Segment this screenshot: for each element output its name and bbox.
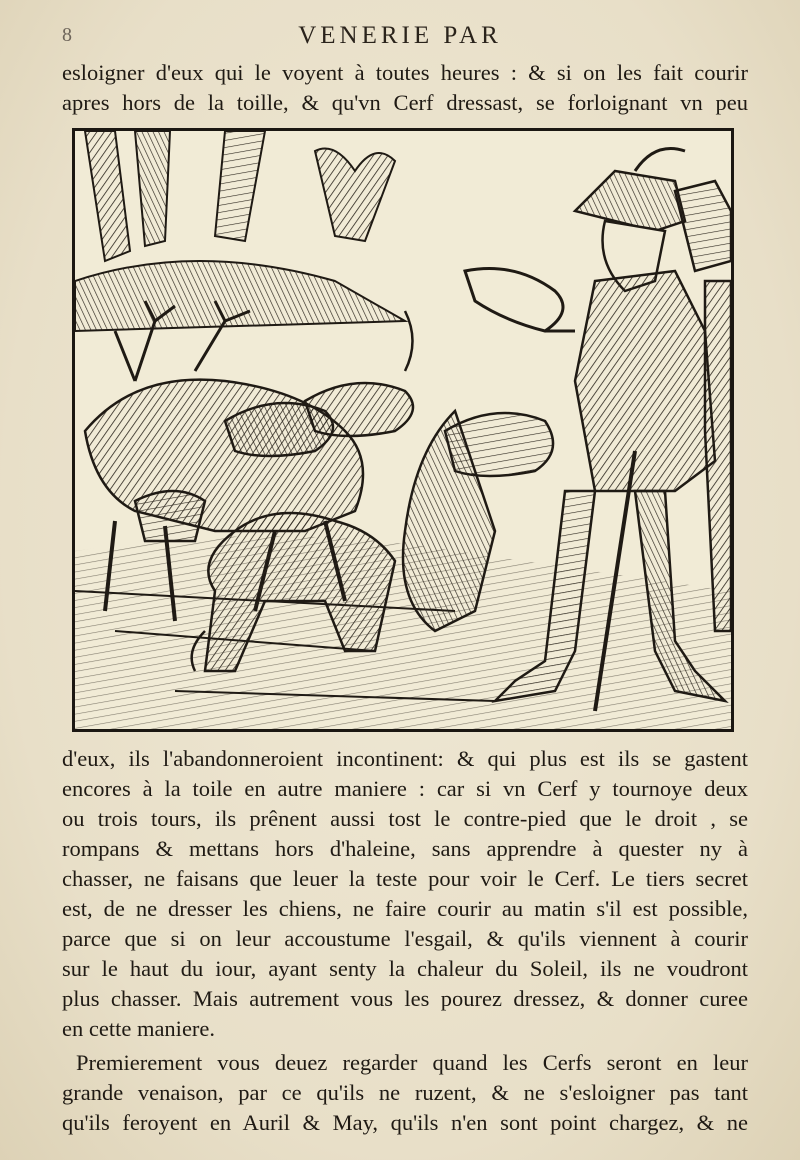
text-line: encores à la toile en autre maniere : car si vn Cerf y tournoye deux xyxy=(62,776,748,801)
text-line: plus chasser. Mais autrement vous les pourez dressez, & donner curee xyxy=(62,986,748,1011)
running-head: VENERIE PAR xyxy=(298,22,502,49)
hunting-scene-image xyxy=(75,131,731,729)
text-line: d'eux, ils l'abandonneroient incontinent: & qui plus est ils se gastent xyxy=(62,746,748,771)
woodcut-illustration xyxy=(72,128,734,732)
page-number: 8 xyxy=(62,24,72,46)
text-line: grande venaison, par ce qu'ils ne ruzent, & ne s'esloigner pas tant xyxy=(62,1080,748,1105)
text-line: qu'ils feroyent en Auril & May, qu'ils n'en sont point chargez, & ne xyxy=(62,1110,748,1135)
text-line: rompans & mettans hors d'haleine, sans apprendre à quester ny à xyxy=(62,836,748,861)
text-line: chasser, ne faisans que leuer la teste pour voir le Cerf. Le tiers secret xyxy=(62,866,748,891)
text-line: esloigner d'eux qui le voyent à toutes heures : & si on les fait courir xyxy=(62,60,748,85)
text-line: apres hors de la toille, & qu'vn Cerf dressast, se forloignant vn peu xyxy=(62,90,748,115)
text-line: sur le haut du iour, ayant senty la chaleur du Soleil, ils ne voudront xyxy=(62,956,748,981)
text-line: est, de ne dresser les chiens, ne faire courir au matin s'il est possible, xyxy=(62,896,748,921)
text-line: Premierement vous deuez regarder quand les Cerfs seront en leur xyxy=(76,1050,748,1075)
text-line: parce que si on leur accoustume l'esgail, & qu'ils viennent à courir xyxy=(62,926,748,951)
text-line: ou trois tours, ils prênent aussi tost le contre-pied que le droit , se xyxy=(62,806,748,831)
text-line: en cette maniere. xyxy=(62,1016,216,1041)
